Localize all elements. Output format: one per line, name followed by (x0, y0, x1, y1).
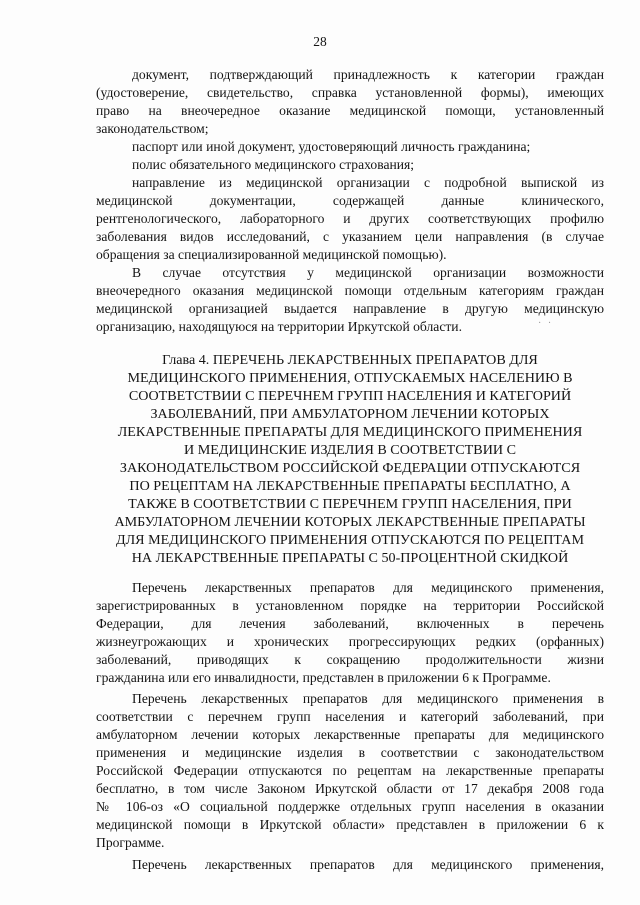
heading-line: ЛЕКАРСТВЕННЫЕ ПРЕПАРАТЫ ДЛЯ МЕДИЦИНСКОГО ПРИМЕНЕНИЯ (117, 424, 583, 440)
text-line: амбулаторном лечении которых лекарственные препараты для медицинского (96, 727, 604, 742)
text-line: право на внеочередное оказание медицинской помощи, установленный (96, 103, 604, 118)
heading-line: И МЕДИЦИНСКИЕ ИЗДЕЛИЯ В СООТВЕТСТВИИ С (184, 442, 516, 458)
text-line: В случае отсутствия у медицинской организации возможности (132, 265, 604, 280)
text-line: внеочередного оказания медицинской помощи отдельным категориям граждан (96, 283, 604, 298)
text-line: заболевания видов исследований, с указанием цели направления (в случае (96, 229, 604, 244)
heading-line: Глава 4. ПЕРЕЧЕНЬ ЛЕКАРСТВЕННЫХ ПРЕПАРАТОВ ДЛЯ (162, 352, 538, 368)
heading-line: АМБУЛАТОРНОМ ЛЕЧЕНИИ КОТОРЫХ ЛЕКАРСТВЕННЫЕ ПРЕПАРАТЫ (114, 514, 586, 530)
text-line: Перечень лекарственных препаратов для медицинского применения, (132, 857, 604, 872)
text-line: Перечень лекарственных препаратов для медицинского применения, (132, 580, 604, 595)
heading-line: ТАКЖЕ В СООТВЕТСТВИИ С ПЕРЕЧНЕМ ГРУПП НАСЕЛЕНИЯ, ПРИ (128, 496, 572, 512)
heading-line: ЗАБОЛЕВАНИЙ, ПРИ АМБУЛАТОРНОМ ЛЕЧЕНИИ КОТОРЫХ (150, 406, 550, 422)
text-line: гражданина или его инвалидности, представлен в приложении 6 к Программе. (96, 670, 551, 685)
heading-line: ПО РЕЦЕПТАМ НА ЛЕКАРСТВЕННЫЕ ПРЕПАРАТЫ БЕСПЛАТНО, А (129, 478, 571, 494)
text-line: Программе. (96, 835, 165, 850)
text-line: жизнеугрожающих и хронических прогрессирующих редких (орфанных) (96, 634, 604, 649)
text-line: медицинской документации, содержащей данные клинического, (96, 193, 604, 208)
text-line: соответствии с перечнем групп населения и категорий заболеваний, при (96, 709, 604, 724)
text-line: обращения за специализированной медицинской помощью). (96, 247, 447, 262)
text-line: организацию, находящуюся на территории Иркутской области. (96, 319, 462, 334)
text-line: паспорт или иной документ, удостоверяющий личность гражданина; (132, 139, 531, 154)
text-line: медицинской организацией выдается направление в другую медицинскую (96, 301, 604, 316)
text-line: Перечень лекарственных препаратов для медицинского применения в (132, 691, 604, 706)
text-line: применения и медицинские изделия в соответствии с законодательством (96, 745, 604, 760)
text-line: № 106-оз «О социальной поддержке отдельных групп населения в оказании (96, 799, 604, 814)
heading-line: СООТВЕТСТВИИ С ПЕРЕЧНЕМ ГРУПП НАСЕЛЕНИЯ И КАТЕГОРИЙ (128, 388, 572, 404)
text-line: Российской Федерации отпускаются по рецептам на лекарственные препараты (96, 763, 604, 778)
text-line: (удостоверение, свидетельство, справка установленной формы), имеющих (96, 85, 604, 100)
text-line: заболеваний, приводящих к сокращению продолжительности жизни (96, 652, 604, 667)
text-line: бесплатно, в том числе Законом Иркутской области от 17 декабря 2008 года (96, 781, 604, 796)
text-line: документ, подтверждающий принадлежность к категории граждан (132, 67, 604, 82)
text-line: медицинской помощи в Иркутской области» представлен в приложении 6 к (96, 817, 604, 832)
heading-line: ДЛЯ МЕДИЦИНСКОГО ПРИМЕНЕНИЯ ОТПУСКАЮТСЯ ПО РЕЦЕПТАМ (116, 532, 584, 548)
text-line: полис обязательного медицинского страхования; (132, 157, 415, 172)
text-line: законодательством; (96, 121, 209, 136)
heading-line: МЕДИЦИНСКОГО ПРИМЕНЕНИЯ, ОТПУСКАЕМЫХ НАСЕЛЕНИЮ В (127, 370, 573, 386)
text-line: Федерации, для лечения заболеваний, включенных в перечень (96, 616, 604, 631)
heading-line: ЗАКОНОДАТЕЛЬСТВОМ РОССИЙСКОЙ ФЕДЕРАЦИИ ОТПУСКАЮТСЯ (119, 460, 581, 476)
text-line: зарегистрированных в установленном порядке на территории Российской (96, 598, 604, 613)
text-line: рентгенологического, лабораторного и других соответствующих профилю (96, 211, 604, 226)
page-number: 28 (313, 34, 327, 49)
scan-speck: · · (538, 318, 554, 329)
heading-line: НА ЛЕКАРСТВЕННЫЕ ПРЕПАРАТЫ С 50-ПРОЦЕНТНОЙ СКИДКОЙ (131, 550, 569, 566)
text-line: направление из медицинской организации с подробной выпиской из (132, 175, 604, 190)
